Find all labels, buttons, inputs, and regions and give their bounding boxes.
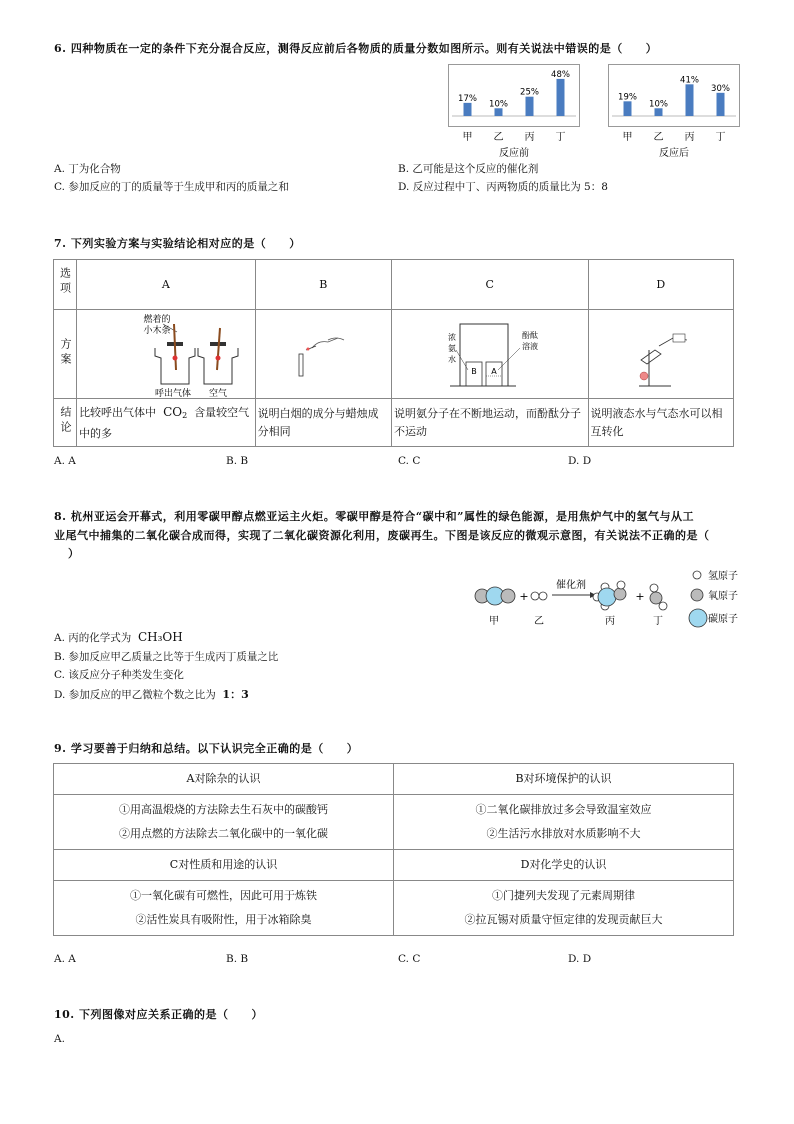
category-label: 甲 [462,132,473,143]
q6-option-a: A. 丁为化合物 [54,163,121,175]
q7-stem: 7. 下列实验方案与实验结论相对应的是（ ） [54,237,301,250]
q9-option-b: B. B [226,953,249,965]
q9-cell-c: ①一氧化碳有可燃性，因此可用于炼铁 ②活性炭具有吸附性，用于冰箱除臭 [54,881,394,936]
row-label-plan: 方案 [54,310,77,399]
q7-option-d: D. D [568,455,592,467]
q6-option-c: C. 参加反应的丁的质量等于生成甲和丙的质量之和 [54,181,289,193]
data-label: 19% [618,92,637,103]
svg-text:+: + [635,590,645,603]
svg-text:水: 水 [447,355,456,364]
diagram-a [77,310,256,399]
category-label: 乙 [653,132,664,143]
q6-option-b: B. 乙可能是这个反应的催化剂 [398,163,539,175]
chart-before [448,64,580,158]
q10-option-a: A. [54,1033,65,1045]
bar-乙 [655,108,663,116]
q9-header-b: B对环境保护的认识 [394,764,734,795]
svg-text:溶液: 溶液 [521,342,538,351]
svg-text:小木条: 小木条 [143,326,171,336]
q7-option-b: B. B [226,455,249,467]
q8-option-d: D. 参加反应的甲乙微粒个数之比为 1：3 [54,688,249,701]
category-label: 乙 [493,132,504,143]
q9-cell-d: ①门捷列夫发现了元素周期律 ②拉瓦锡对质量守恒定律的发现贡献巨大 [394,881,734,936]
chart-title: 反应前 [499,148,529,158]
q8-stem-line1: 8. 杭州亚运会开幕式，利用零碳甲醇点燃亚运主火炬。零碳甲醇是符合“碳中和”属性的绿色能源，是用焦炉气中的氢气与从工 [54,510,694,523]
row-label-conclusion: 结论 [54,399,77,447]
q6-option-d: D. 反应过程中丁、丙两物质的质量比为 5：8 [398,181,608,193]
data-label: 10% [649,99,668,110]
q9-option-a: A. A [54,953,76,965]
q7-option-a: A. A [54,455,76,467]
col-d-header: D [588,260,733,310]
svg-text:丙: 丙 [605,616,615,627]
q6-stem: 6. 四种物质在一定的条件下充分混合反应，测得反应前后各物质的质量分数如图所示。则有关说法中错误的是（ ） [54,42,658,55]
svg-text:B: B [471,367,477,376]
q9-option-d: D. D [568,953,592,965]
svg-text:丁: 丁 [653,616,663,627]
conclusion-a: 比较呼出气体中 $CO_2$ 含量较空气中的多 [77,399,256,447]
q9-stem: 9. 学习要善于归纳和总结。以下认识完全正确的是（ ） [54,742,359,755]
category-label: 丙 [524,132,535,143]
q8-option-b: B. 参加反应甲乙质量之比等于生成丙丁质量之比 [54,651,279,663]
q7-option-c: C. C [398,455,421,467]
svg-text:浓: 浓 [447,333,456,342]
category-label: 甲 [622,132,633,143]
category-label: 丁 [555,132,566,143]
conclusion-b: 说明白烟的成分与蜡烛成分相同 [255,399,391,447]
category-label: 丁 [715,132,726,143]
data-label: 10% [489,99,508,110]
svg-text:燃着的: 燃着的 [143,315,171,325]
data-label: 41% [680,75,699,86]
svg-text:呼出气体: 呼出气体 [155,389,192,398]
col-c-header: C [391,260,588,310]
bar-乙 [495,108,503,116]
q8-option-a: A. 丙的化学式为 CH₃OH [54,630,183,644]
svg-text:氨: 氨 [447,344,456,353]
row-label-option: 选项 [54,260,77,310]
svg-text:+: + [519,590,529,603]
q8-molecule-diagram [468,564,758,634]
col-a-header: A [77,260,256,310]
q9-header-a: A对除杂的认识 [54,764,394,795]
svg-text:乙: 乙 [534,616,544,627]
data-label: 30% [711,83,730,94]
svg-text:甲: 甲 [489,616,499,627]
bar-丙 [526,97,534,116]
conclusion-c: 说明氨分子在不断地运动，而酚酞分子不运动 [391,399,588,447]
svg-text:碳原子: 碳原子 [708,614,738,625]
data-label: 48% [551,69,570,80]
q9-header-c: C对性质和用途的认识 [54,850,394,881]
q9-cell-b: ①二氧化碳排放过多会导致温室效应 ②生活污水排放对水质影响不大 [394,795,734,850]
bar-丁 [717,93,725,116]
diagram-d [588,310,733,399]
q8-stem-line3: ） [68,547,80,560]
svg-text:A: A [491,367,497,376]
diagram-b [255,310,391,399]
q9-option-c: C. C [398,953,421,965]
bar-甲 [624,101,632,116]
chart-after [608,64,740,158]
bar-丁 [557,79,565,116]
q9-table [53,763,734,936]
q9-cell-a: ①用高温煅烧的方法除去生石灰中的碳酸钙 ②用点燃的方法除去二氧化碳中的一氧化碳 [54,795,394,850]
svg-text:酚酞: 酚酞 [521,331,538,340]
q9-header-d: D对化学史的认识 [394,850,734,881]
data-label: 17% [458,93,477,104]
data-label: 25% [520,87,539,98]
catalyst-label: 催化剂 [556,580,586,591]
q8-stem-line2: 业尾气中捕集的二氧化碳合成而得，实现了二氧化碳资源化利用，废碳再生。下图是该反应的微观示意图，有关说法不正确的是（ [54,529,710,542]
q7-table [53,259,734,447]
bar-甲 [464,103,472,116]
q8-option-c: C. 该反应分子种类发生变化 [54,669,184,681]
chart-title: 反应后 [659,148,689,158]
diagram-c [391,310,588,399]
bar-丙 [686,84,694,116]
svg-text:氧原子: 氧原子 [708,591,738,602]
svg-text:氢原子: 氢原子 [708,571,738,582]
conclusion-d: 说明液态水与气态水可以相互转化 [588,399,733,447]
category-label: 丙 [684,132,695,143]
q10-stem: 10. 下列图像对应关系正确的是（ ） [54,1008,263,1021]
svg-text:空气: 空气 [209,389,228,398]
col-b-header: B [255,260,391,310]
